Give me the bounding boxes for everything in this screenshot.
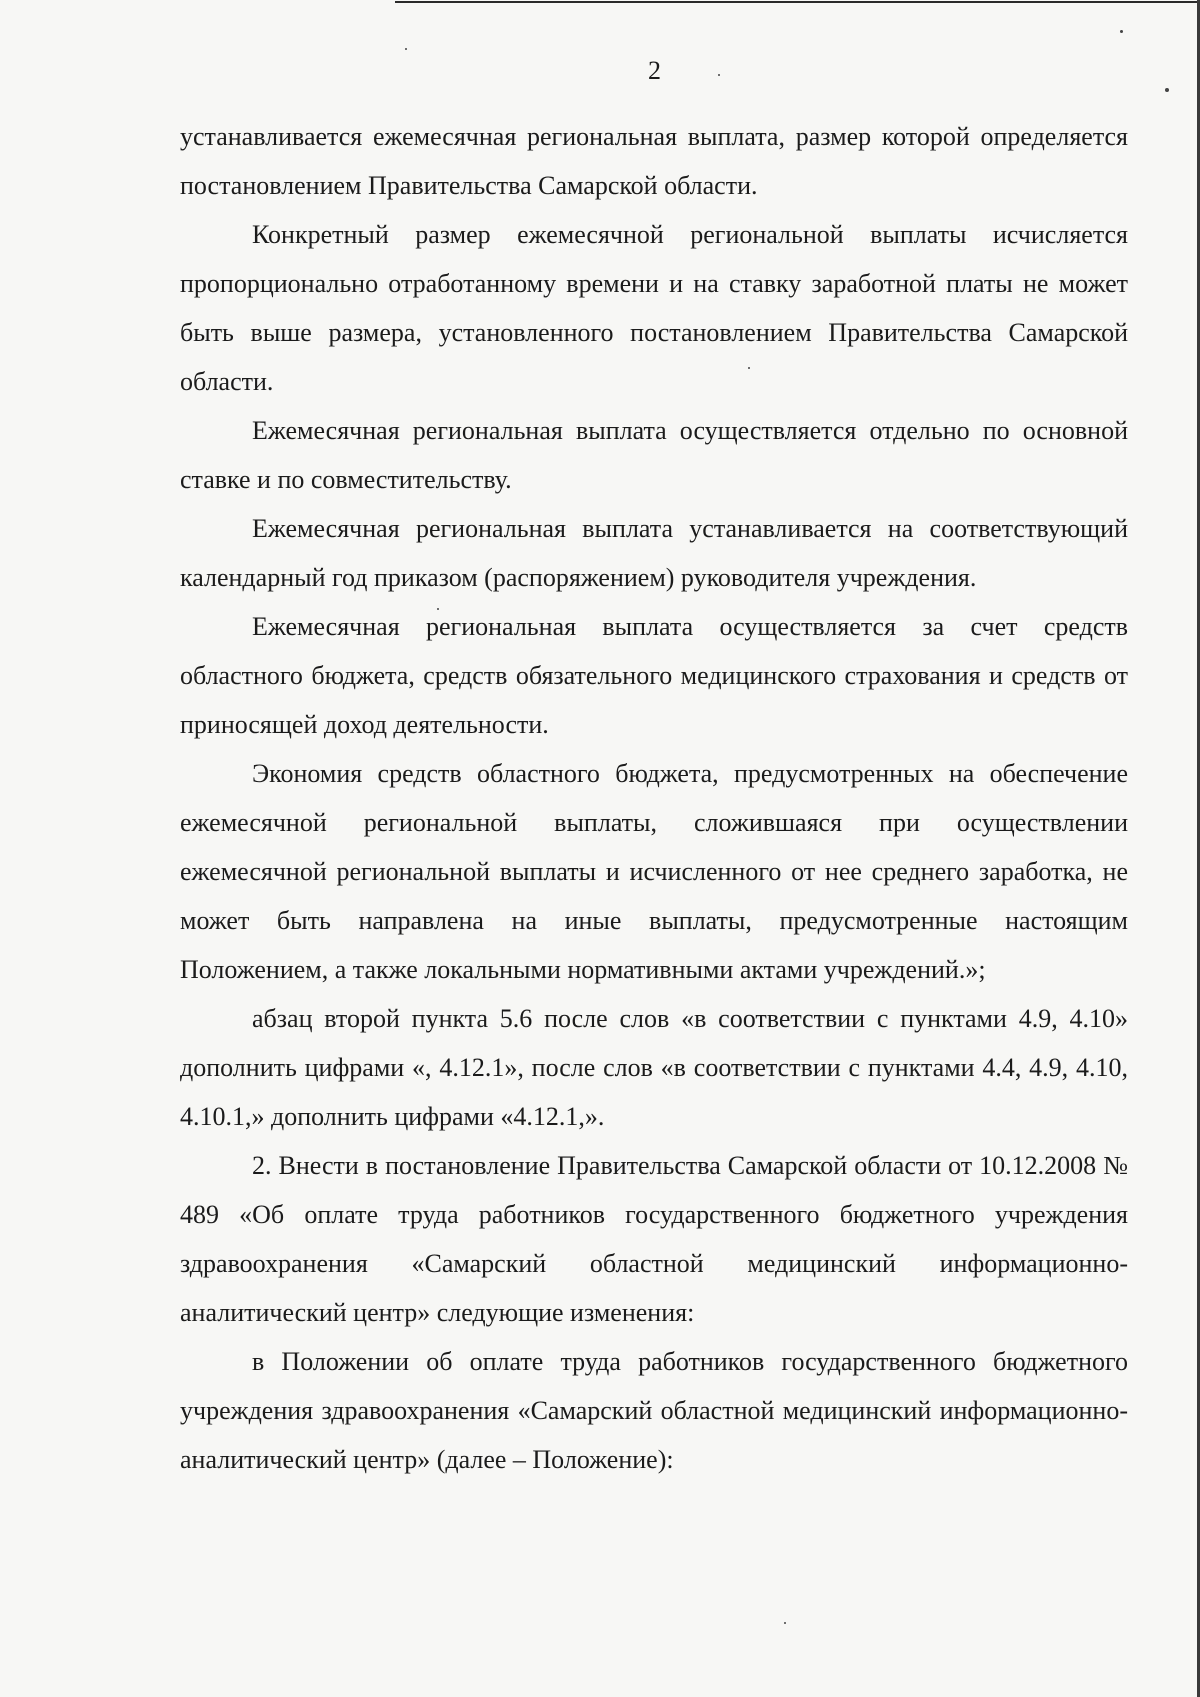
paragraph: Ежемесячная региональная выплата осуществляется за счет средств областного бюджета, средств обязательного медицинского страхования и средств от приносящей доход деятельности. — [180, 612, 1128, 739]
scan-speck — [405, 48, 407, 50]
scan-speck — [718, 74, 720, 76]
top-border-line — [395, 1, 1200, 3]
paragraph: Ежемесячная региональная выплата устанавливается на соответствующий календарный год приказом (распоряжением) руководителя учреждения. — [180, 514, 1128, 592]
scan-speck — [748, 367, 750, 369]
paragraph: устанавливается ежемесячная региональная выплата, размер которой определяется постановлением Правительства Самарской области. — [180, 122, 1128, 200]
paragraph: Экономия средств областного бюджета, предусмотренных на обеспечение ежемесячной региональной выплаты, сложившаяся при осуществлении ежемесячной региональной выплаты и исчисленного от нее среднего заработка, не может быть направлена на иные выплаты, предусмотренные настоящим Положением, а также локальными нормативными актами учреждений.»; — [180, 759, 1128, 984]
paragraph: Конкретный размер ежемесячной региональной выплаты исчисляется пропорционально отработанному времени и на ставку заработной платы не может быть выше размера, установленного постановлением Правительства Самарской области. — [180, 220, 1128, 396]
scan-speck — [437, 608, 439, 610]
paragraph: 2. Внести в постановление Правительства Самарской области от 10.12.2008 № 489 «Об оплате труда работников государственного бюджетного учреждения здравоохранения «Самарский областной медицинский информационно-аналитический центр» следующие изменения: — [180, 1151, 1128, 1327]
paragraph: в Положении об оплате труда работников государственного бюджетного учреждения здравоохранения «Самарский областной медицинский информационно-аналитический центр» (далее – Положение): — [180, 1347, 1128, 1474]
scan-speck — [1165, 88, 1169, 92]
scan-speck — [1120, 30, 1123, 33]
paragraph: Ежемесячная региональная выплата осуществляется отдельно по основной ставке и по совместительству. — [180, 416, 1128, 494]
document-body — [180, 112, 1128, 1484]
paragraph: абзац второй пункта 5.6 после слов «в соответствии с пунктами 4.9, 4.10» дополнить цифрами «, 4.12.1», после слов «в соответствии с пунктами 4.4, 4.9, 4.10, 4.10.1,» дополнить цифрами «4.12.1,». — [180, 1004, 1128, 1131]
scan-speck — [784, 1622, 786, 1624]
page-number: 2 — [648, 56, 661, 85]
